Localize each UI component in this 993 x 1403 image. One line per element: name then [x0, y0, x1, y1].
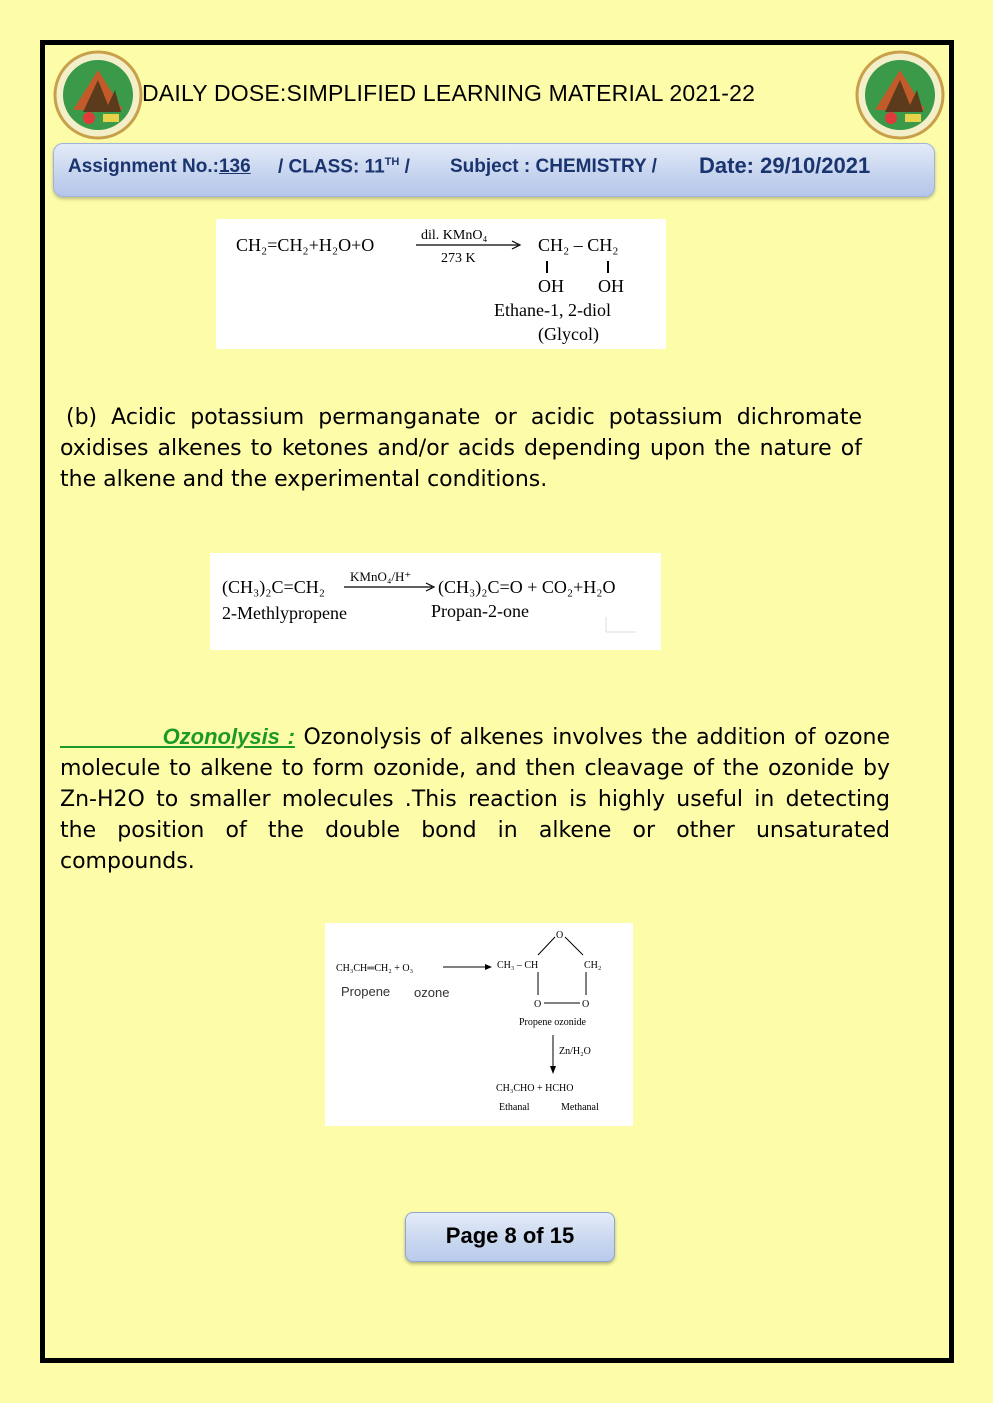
ozonide-name: Propene ozonide	[519, 1017, 586, 1028]
page-title: DAILY DOSE:SIMPLIFIED LEARNING MATERIAL 2021-22	[142, 80, 756, 106]
reaction3-ethanal: Ethanal	[499, 1102, 530, 1113]
reaction1-product-common: (Glycol)	[538, 324, 599, 344]
reaction1-oh-left: OH	[538, 276, 564, 296]
ozonolysis-figure	[325, 923, 633, 1126]
school-logo-left	[53, 50, 143, 140]
reaction3-products: CH₃CHO + HCHO	[496, 1083, 574, 1094]
subject-label: Subject : CHEMISTRY /	[450, 156, 657, 177]
class-label: / CLASS: 11TH /	[278, 156, 410, 178]
ozonide-o-left: O	[534, 999, 542, 1010]
ozonide-right-group: CH₂	[584, 960, 602, 971]
reaction1-lhs: CH₂=CH₂+H₂O+O	[236, 235, 375, 255]
ozonide-o-right: O	[582, 999, 590, 1010]
assignment-label: Assignment No.:136	[68, 156, 251, 177]
ozonide-top-o: O	[556, 930, 564, 941]
reaction3-ozone-label: ozone	[414, 985, 450, 1000]
reaction1-reagent-bottom: 273 K	[441, 251, 476, 266]
reaction2-reagent: KMnO₄/H⁺	[350, 569, 412, 584]
reaction-glycol-figure	[216, 219, 666, 349]
ozonolysis-text: Ozonolysis of alkenes involves the addition of ozone molecule to alkene to form ozonide, and then cleavage of the ozonide by Zn-H2O to smaller molecules .This reaction is highly useful in detecting the position of the double bond in alkene or other unsaturated compounds.	[60, 725, 891, 874]
reaction-propanone-figure	[210, 553, 661, 650]
reaction2-lhs-name: 2-Methlypropene	[222, 603, 347, 623]
reaction2-rhs: (CH₃)₂C=O + CO₂+H₂O	[438, 577, 616, 597]
reaction3-reagent: Zn/H₂O	[559, 1046, 591, 1057]
date-label: Date: 29/10/2021	[699, 153, 871, 178]
school-logo-right	[855, 50, 945, 140]
reaction3-reactants: CH₃CH═CH₂ + O₃	[336, 963, 414, 974]
paragraph-ozonolysis	[60, 721, 890, 877]
ozonolysis-term-wrap	[60, 725, 295, 750]
reaction2-lhs: (CH₃)₂C=CH₂	[222, 577, 325, 597]
reaction1-oh-right: OH	[598, 276, 624, 296]
reaction3-methanal: Methanal	[561, 1102, 599, 1113]
reaction1-product-name: Ethane-1, 2-diol	[494, 300, 611, 320]
reaction2-rhs-name: Propan-2-one	[431, 601, 529, 621]
ozonolysis-term: Ozonolysis :	[162, 724, 295, 749]
page-indicator: Page 8 of 15	[405, 1212, 615, 1262]
reaction3-propene-label: Propene	[341, 984, 391, 999]
paragraph-acidic-oxidation: (b) Acidic potassium permanganate or acidic potassium dichromate oxidises alkenes to ketones and/or acids depending upon the nature of the alkene and the experimental conditions.	[60, 405, 862, 492]
reaction1-product-top: CH₂ – CH₂	[538, 235, 619, 255]
assignment-number: 136	[218, 156, 251, 177]
reaction1-reagent-top: dil. KMnO₄	[421, 228, 488, 243]
assignment-bar	[53, 143, 935, 197]
ozonide-left-group: CH₃ – CH	[497, 960, 539, 971]
